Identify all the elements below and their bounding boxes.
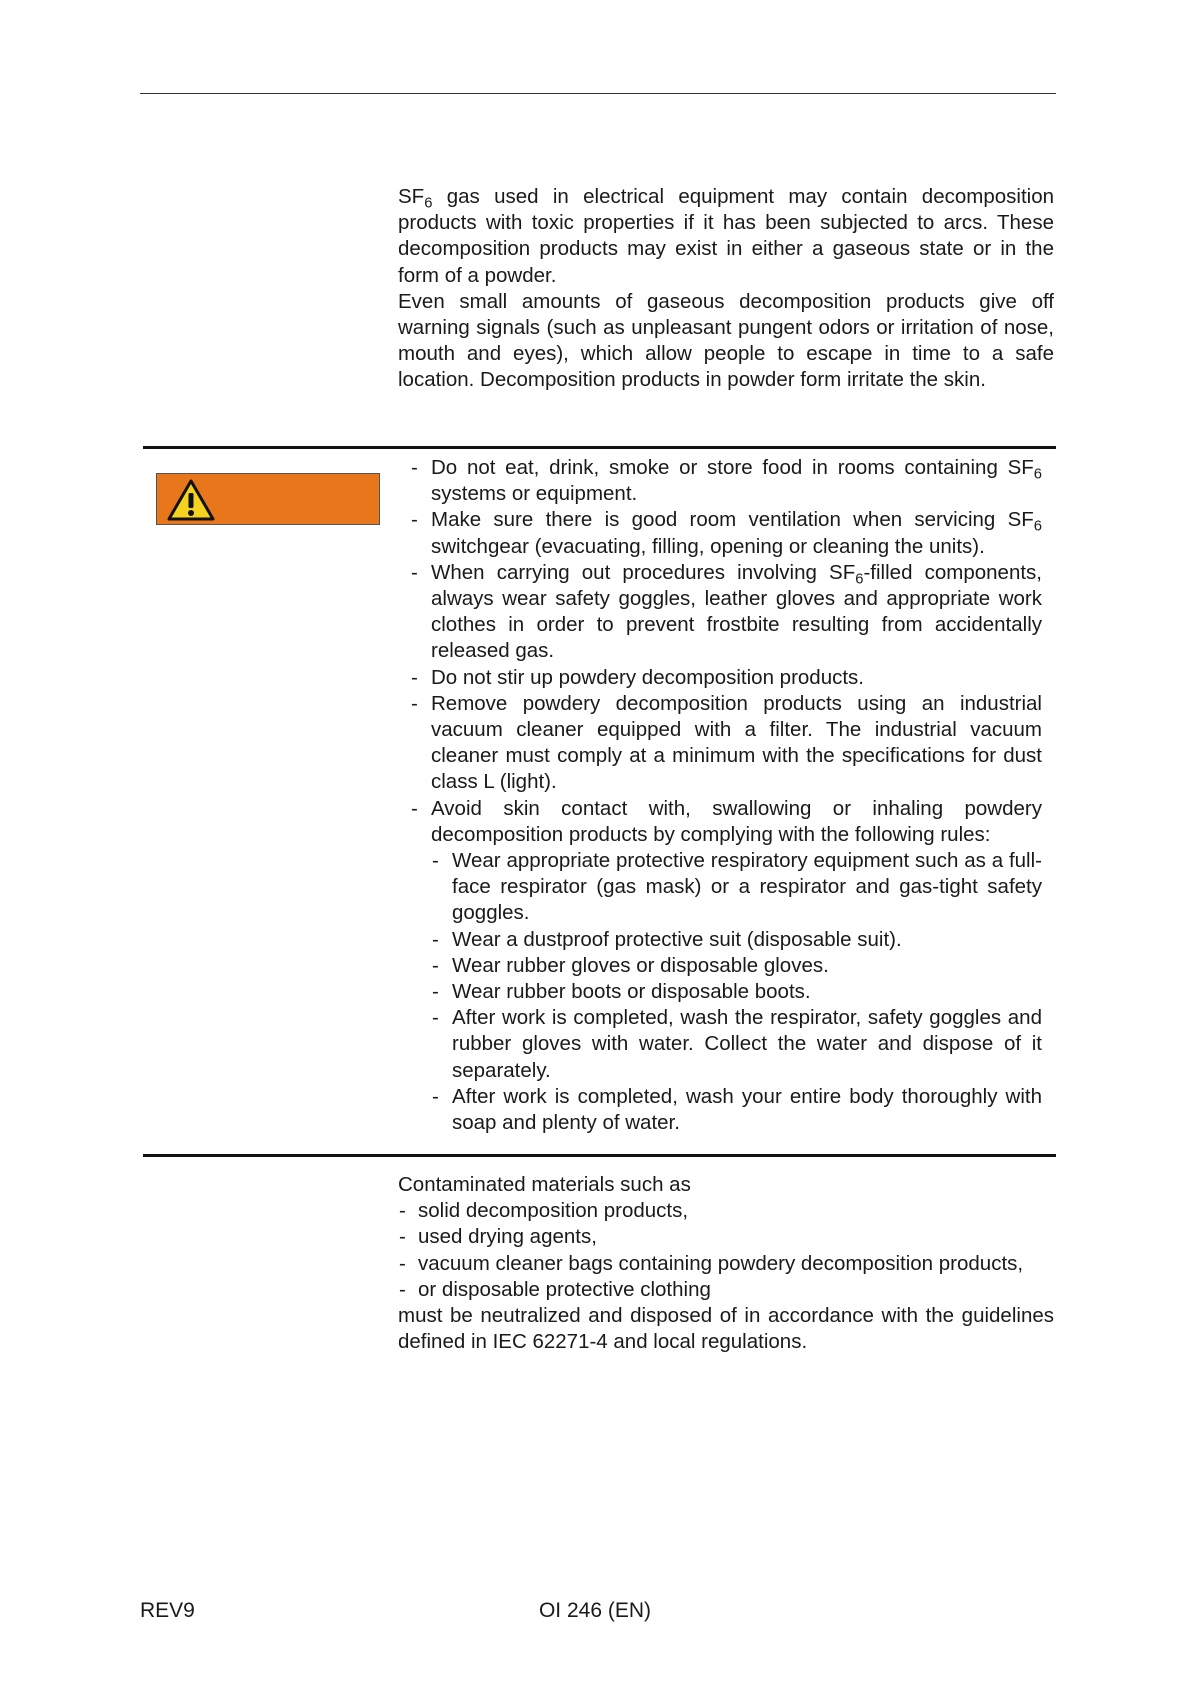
sub-list-item: - Wear rubber gloves or disposable gloves. xyxy=(431,953,1042,979)
intro-paragraph-2: Even small amounts of gaseous decomposition products give off warning signals (such as unpleasant pungent odors or irritation of nose, mouth and eyes), which allow people to escape in time to a safe location. Decomposition products in powder form irritate the skin. xyxy=(398,289,1054,392)
safety-instructions xyxy=(410,455,1042,1136)
section-rule-top xyxy=(143,446,1056,449)
disposal-section xyxy=(398,1172,1054,1355)
list-item: - Do not stir up powdery decomposition products. xyxy=(410,665,1042,691)
warning-triangle-icon xyxy=(166,478,216,522)
intro-paragraph-1: $SF_6$ gas used in electrical equipment may contain decomposition products with toxic properties if it has been subjected to arcs. These decomposition products may exist in either a gaseous state or in the form of a powder. xyxy=(398,185,1054,287)
list-item: - When carrying out procedures involving $SF_6$-filled components, always wear safety goggles, leather gloves and appropriate work clothes in order to prevent frostbite resulting from accidentally released gas. xyxy=(410,560,1042,665)
list-item: - solid decomposition products, xyxy=(398,1198,1054,1224)
header-rule xyxy=(140,93,1056,94)
list-item: - Do not eat, drink, smoke or store food in rooms containing $SF_6$ systems or equipment. xyxy=(410,455,1042,507)
list-item: - Avoid skin contact with, swallowing or inhaling powdery decomposition products by complying with the following rules: - Wear appropriate protective respiratory equipment such as a full-face respirator (gas mask) or a respirator and gas-tight safety goggles. - Wear a dustproof protective suit (disposable suit). - Wear rubber gloves or disposable gloves. - Wear rubber boots or disposable boots. - After work is completed, wash the respirator, safety goggles and rubber gloves with water. Collect the water and dispose of it separately. - After work is completed, wash your entire body thoroughly with soap and plenty of water. xyxy=(410,796,1042,1137)
sub-list-item: - After work is completed, wash your entire body thoroughly with soap and plenty of water. xyxy=(431,1084,1042,1136)
disposal-closing: must be neutralized and disposed of in accordance with the guidelines defined in IEC 62271-4 and local regulations. xyxy=(398,1304,1054,1354)
sub-list-item: - Wear a dustproof protective suit (disposable suit). xyxy=(431,927,1042,953)
sub-list-item: - Wear appropriate protective respiratory equipment such as a full-face respirator (gas mask) or a respirator and gas-tight safety goggles. xyxy=(431,848,1042,927)
document-id: OI 246 (EN) xyxy=(538,1599,652,1622)
list-item: - Make sure there is good room ventilation when servicing $SF_6$ switchgear (evacuating, filling, opening or cleaning the units). xyxy=(410,507,1042,559)
revision-label: REV9 xyxy=(140,1599,195,1622)
list-item: - or disposable protective clothing xyxy=(398,1277,1054,1303)
sub-list-item: - After work is completed, wash the respirator, safety goggles and rubber gloves with water. Collect the water and dispose of it separately. xyxy=(431,1005,1042,1084)
disposal-intro: Contaminated materials such as xyxy=(398,1173,691,1196)
intro-text xyxy=(398,184,1054,394)
warning-banner xyxy=(156,473,380,525)
section-rule-bottom xyxy=(143,1154,1056,1157)
list-item: - Remove powdery decomposition products using an industrial vacuum cleaner equipped with a filter. The industrial vacuum cleaner must comply at a minimum with the specifications for dust class L (light). xyxy=(410,691,1042,796)
sub-list-item: - Wear rubber boots or disposable boots. xyxy=(431,979,1042,1005)
sub-list xyxy=(431,848,1042,1136)
list-item: - vacuum cleaner bags containing powdery decomposition products, xyxy=(398,1251,1054,1277)
list-item: - used drying agents, xyxy=(398,1224,1054,1250)
